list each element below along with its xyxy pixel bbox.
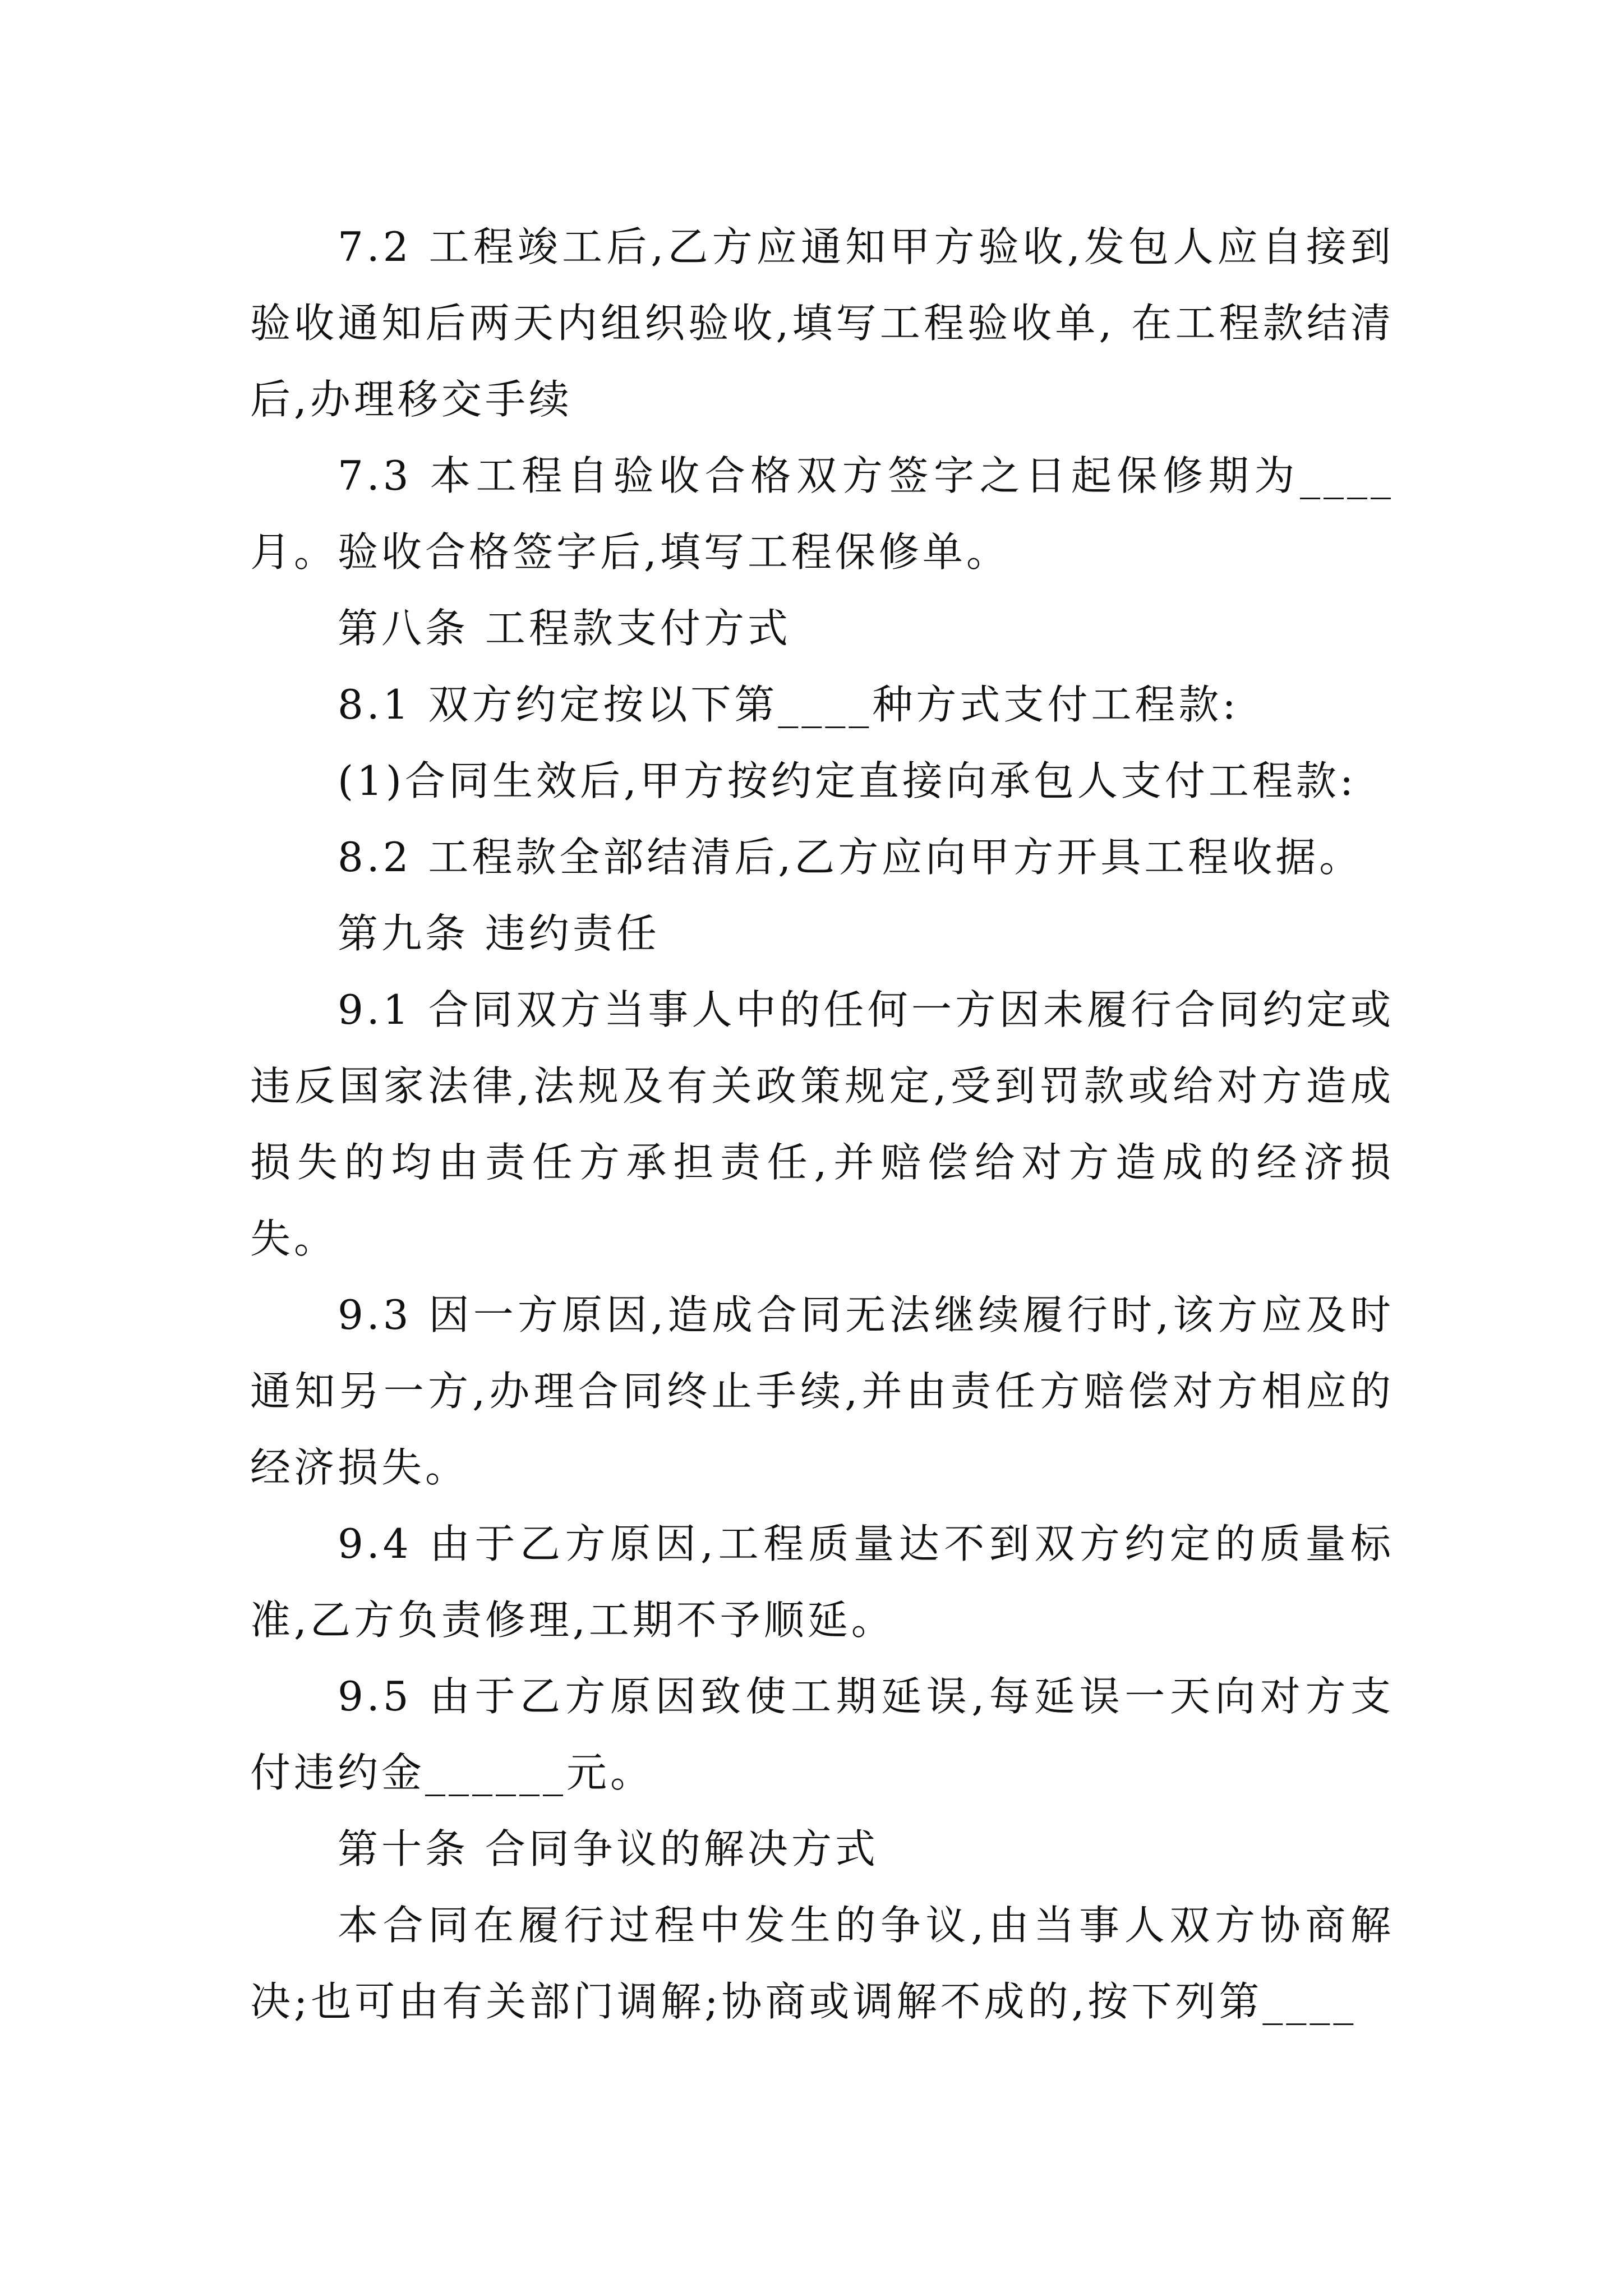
clause-8-1: 8.1 双方约定按以下第____种方式支付工程款: — [338, 681, 1239, 728]
article-8-heading: 第八条 工程款支付方式 — [338, 605, 791, 652]
article-10-body: 本合同在履行过程中发生的争议,由当事人双方协商解决;也可由有关部门调解;协商或调解不成的,按下列第____ — [250, 1902, 1394, 2025]
clause-9-1: 9.1 合同双方当事人中的任何一方因未履行合同约定或违反国家法律,法规及有关政策规定,受到罚款或给对方造成损失的均由责任方承担责任,并赔偿给对方造成的经济损失。 — [250, 986, 1394, 1262]
clause-9-4: 9.4 由于乙方原因,工程质量达不到双方约定的质量标准,乙方负责修理,工期不予顺延。 — [250, 1520, 1394, 1644]
clause-9-3: 9.3 因一方原因,造成合同无法继续履行时,该方应及时通知另一方,办理合同终止手续,并由责任方赔偿对方相应的经济损失。 — [250, 1291, 1394, 1491]
clause-8-2: 8.2 工程款全部结清后,乙方应向甲方开具工程收据。 — [338, 834, 1363, 881]
document-body — [250, 209, 1394, 2040]
clause-8-1-option-1: (1)合同生效后,甲方按约定直接向承包人支付工程款: — [338, 757, 1357, 804]
clause-9-5: 9.5 由于乙方原因致使工期延误,每延误一天向对方支付违约金______元。 — [250, 1673, 1394, 1796]
article-9-heading: 第九条 违约责任 — [338, 910, 660, 957]
clause-7-2: 7.2 工程竣工后,乙方应通知甲方验收,发包人应自接到验收通知后两天内组织验收,填写工程验收单, 在工程款结清后,办理移交手续 — [250, 223, 1394, 423]
clause-7-3: 7.3 本工程自验收合格双方签字之日起保修期为____月。验收合格签字后,填写工程保修单。 — [250, 452, 1394, 576]
article-10-heading: 第十条 合同争议的解决方式 — [338, 1825, 879, 1872]
